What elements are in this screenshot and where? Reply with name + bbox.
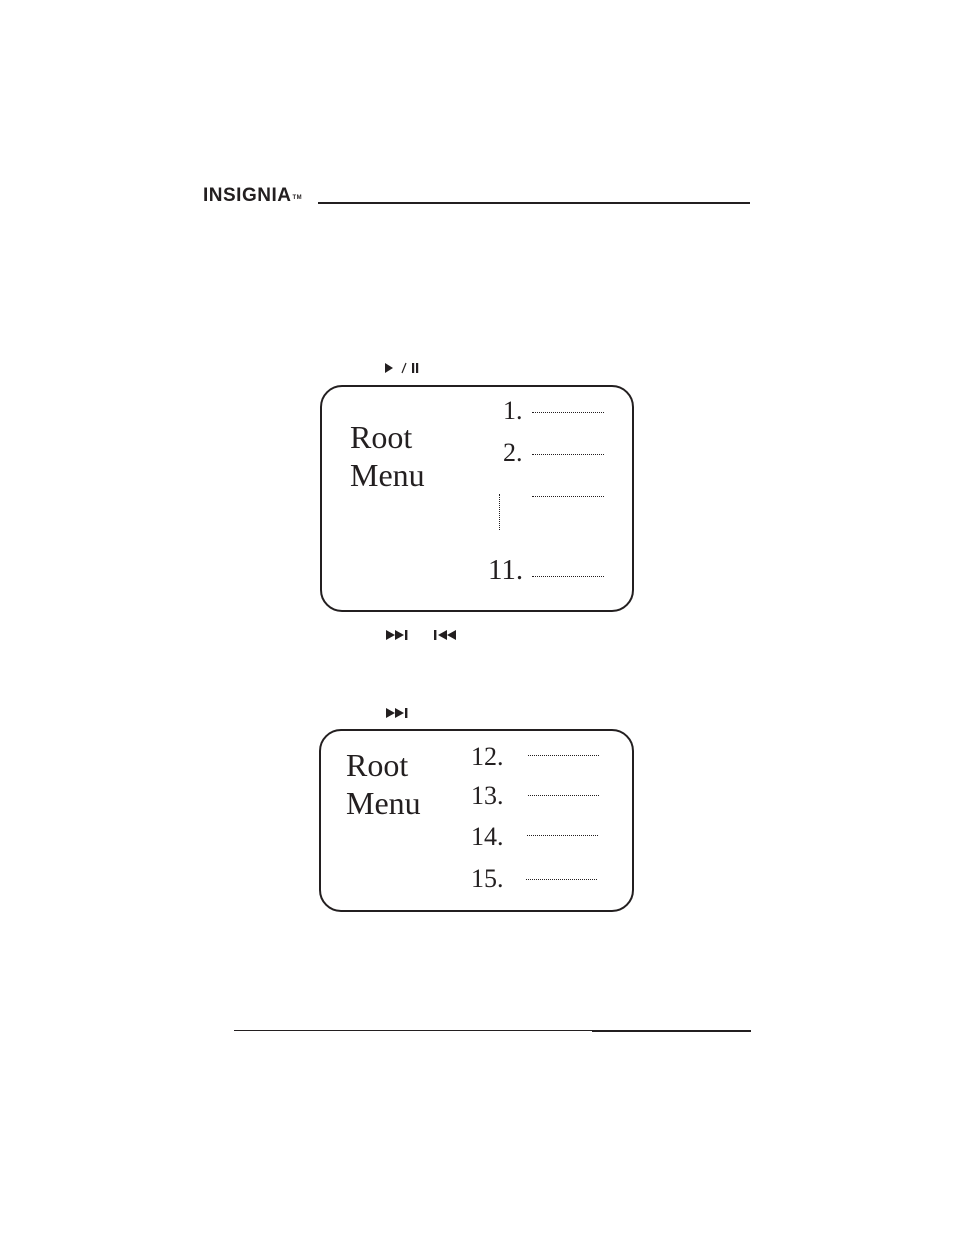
- menu-item-placeholder: [528, 755, 599, 756]
- menu-item-number: 11.: [488, 554, 524, 586]
- menu-title-1: [350, 418, 425, 494]
- menu-item-placeholder: [532, 412, 604, 413]
- logo-trademark: TM: [292, 195, 303, 201]
- menu-item-placeholder: [532, 496, 604, 497]
- play-pause-icon: [384, 361, 420, 379]
- skip-back-icon: [433, 627, 459, 645]
- logo-text: INSIGNIA: [203, 185, 292, 206]
- menu-item-placeholder: [526, 879, 597, 880]
- header-rule: [318, 202, 750, 204]
- menu-title-line: Root: [350, 419, 413, 455]
- menu-title-line: Menu: [346, 785, 421, 821]
- menu-item-number: 15.: [471, 864, 504, 893]
- menu-title-line: Menu: [350, 457, 425, 493]
- menu-item-placeholder: [532, 576, 604, 577]
- menu-title-line: Root: [346, 747, 409, 783]
- footer-rule-thick: [592, 1030, 751, 1032]
- skip-forward-icon: [386, 627, 410, 645]
- menu-item-number: 14.: [471, 822, 504, 851]
- menu-item-number: 12.: [471, 742, 504, 771]
- menu-title-2: [346, 746, 421, 822]
- menu-item-placeholder: [532, 454, 604, 455]
- menu-item-number: 2.: [503, 438, 523, 467]
- skip-forward-icon: [386, 705, 410, 723]
- ellipsis-vertical: [499, 494, 500, 530]
- menu-item-placeholder: [527, 835, 598, 836]
- menu-item-number: 1.: [503, 396, 523, 425]
- brand-logo: [203, 184, 302, 208]
- menu-item-placeholder: [528, 795, 599, 796]
- menu-item-number: 13.: [471, 781, 504, 810]
